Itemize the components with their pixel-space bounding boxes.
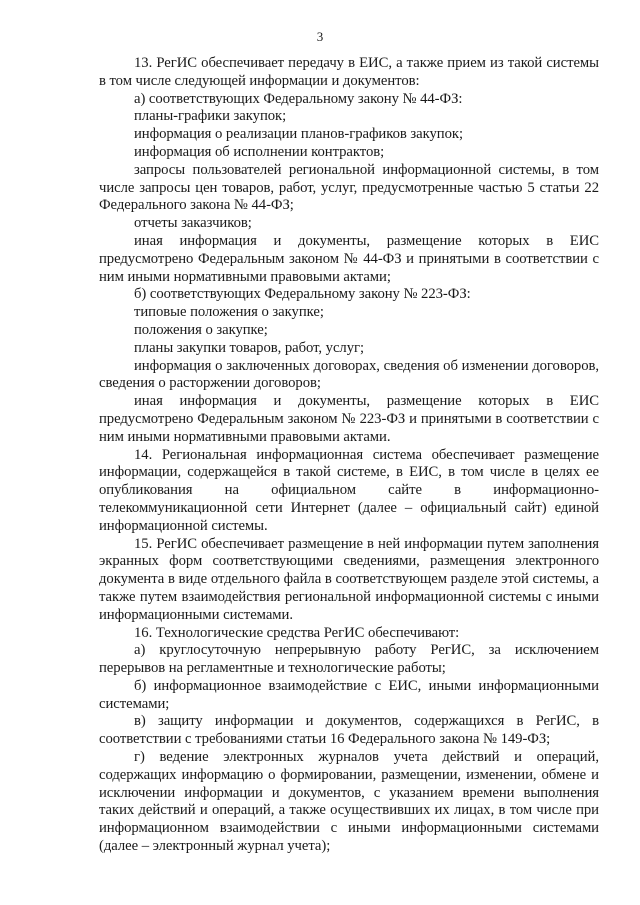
paragraph: положения о закупке; [134, 321, 268, 338]
paragraph: информация о заключенных договорах, сведения об изменении договоров, сведения о расторжении договоров; [99, 357, 599, 392]
paragraph: 13. РегИС обеспечивает передачу в ЕИС, а также прием из такой системы в том числе следующей информации и документов: [99, 55, 599, 89]
paragraph: 14. Региональная информационная система обеспечивает размещение информации, содержащейся в такой системе, в ЕИС, в том числе в целях ее опубликования на официальном сайте в информационно-телекоммуникационной сети Интернет (далее – официальный сайт) единой информационной системы. [99, 446, 599, 534]
paragraph: типовые положения о закупке; [134, 304, 324, 321]
page-number: 3 [316, 29, 324, 44]
paragraph: планы закупки товаров, работ, услуг; [134, 339, 365, 356]
paragraph: а) соответствующих Федеральному закону № 44-ФЗ: [134, 90, 463, 107]
paragraph: иная информация и документы, размещение которых в ЕИС предусмотрено Федеральным законом № 44-ФЗ и принятыми в соответствии с ним иными нормативными правовыми актами; [99, 232, 599, 285]
paragraph: 15. РегИС обеспечивает размещение в ней информации путем заполнения экранных форм соответствующими сведениями, размещения электронного документа в виде отдельного файла в соответствующем разделе этой системы, а также путем взаимодействия региональной информационной системы с иными информационными системами. [99, 535, 599, 623]
paragraph: в) защиту информации и документов, содержащихся в РегИС, в соответствии с требованиями статьи 16 Федерального закона № 149-ФЗ; [99, 713, 599, 748]
paragraph: информация об исполнении контрактов; [134, 143, 385, 160]
paragraph: б) информационное взаимодействие с ЕИС, иными информационными системами; [99, 677, 599, 712]
paragraph: планы-графики закупок; [134, 108, 287, 125]
paragraph: иная информация и документы, размещение которых в ЕИС предусмотрено Федеральным законом № 223-ФЗ и принятыми в соответствии с ним иными нормативными правовыми актами. [99, 393, 599, 445]
paragraph: а) круглосуточную непрерывную работу РегИС, за исключением перерывов на регламентные и технологические работы; [99, 642, 599, 677]
paragraph: отчеты заказчиков; [134, 215, 252, 232]
paragraph: б) соответствующих Федеральному закону № 223-ФЗ: [134, 286, 471, 303]
paragraph: г) ведение электронных журналов учета действий и операций, содержащих информацию о формировании, размещении, изменении, обмене и исключении информации и документов, с указанием времени выполнения таких действий и операций, а также осуществивших их лицах, в том числе при информационном взаимодействии с иными информационными системами (далее – электронный журнал учета); [99, 749, 599, 855]
paragraph: информация о реализации планов-графиков закупок; [134, 126, 463, 143]
document-body [99, 55, 599, 856]
paragraph: запросы пользователей региональной информационной системы, в том числе запросы цен товаров, работ, услуг, предусмотренные частью 5 статьи 22 Федерального закона № 44-ФЗ; [99, 161, 599, 214]
paragraph: 16. Технологические средства РегИС обеспечивают: [134, 624, 460, 641]
